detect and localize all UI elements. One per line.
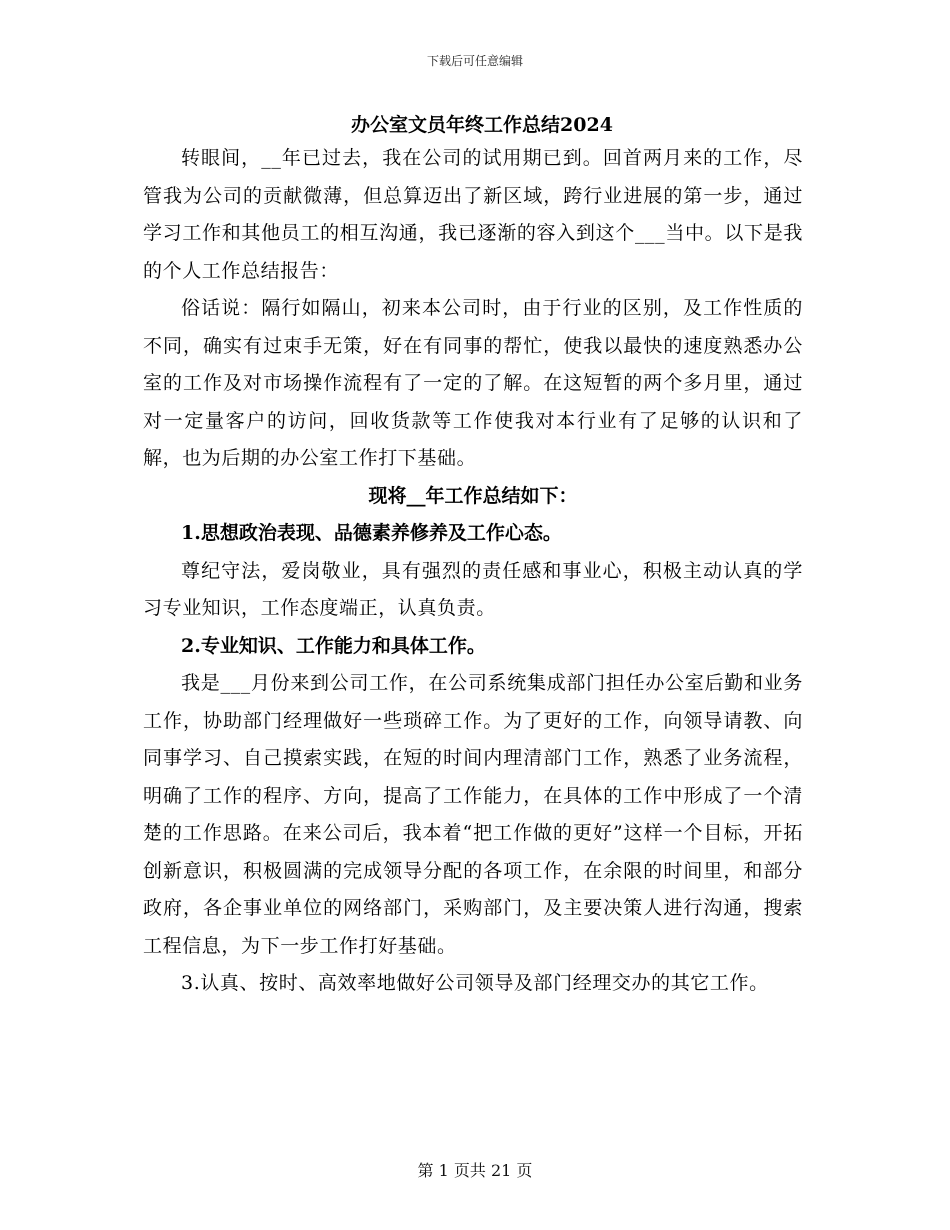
page-header: 下载后可任意编辑 (426, 54, 523, 68)
section-heading-2: 2.专业知识、工作能力和具体工作。 (181, 634, 486, 657)
paragraph-section-3: 3.认真、按时、高效率地做好公司领导及部门经理交办的其它工作。 (181, 972, 769, 994)
paragraph-section-2: 我是___月份来到公司工作，在公司系统集成部门担任办公室后勤和业务工作，协助部门经理做好一些琐碎工作。为了更好的工作，向领导请教、向同事学习、自己摸索实践，在短的时间内理清部门工作，熟悉了业务流程，明确了工作的程序、方向，提高了工作能力，在具体的工作中形成了一个清楚的工作思路。在来公司后，我本着“把工作做的更好”这样一个目标，开拓创新意识，积极圆满的完成领导分配的各项工作，在余限的时间里，和部分政府，各企事业单位的网络部门，采购部门，及主要决策人进行沟通，搜索工程信息，为下一步工作打好基础。 (143, 672, 803, 957)
paragraph-proverb: 俗话说：隔行如隔山，初来本公司时，由于行业的区别，及工作性质的不同，确实有过束手无策，好在有同事的帮忙，使我以最快的速度熟悉办公室的工作及对市场操作流程有了一定的了解。在这短暂的两个多月里，通过对一定量客户的访问，回收货款等工作使我对本行业有了足够的认识和了解，也为后期的办公室工作打下基础。 (143, 297, 803, 469)
document-title: 办公室文员年终工作总结2024 (351, 114, 613, 136)
paragraph-section-1: 尊纪守法，爱岗敬业，具有强烈的责任感和事业心，积极主动认真的学习专业知识，工作态度端正，认真负责。 (143, 559, 803, 619)
section-heading-1: 1.思想政治表现、品德素养修养及工作心态。 (181, 522, 562, 544)
summary-heading: 现将__年工作总结如下： (368, 484, 578, 507)
page-footer: 第 1 页共 21 页 (417, 1161, 533, 1180)
paragraph-intro: 转眼间，__年已过去，我在公司的试用期已到。回首两月来的工作，尽管我为公司的贡献微薄，但总算迈出了新区域，跨行业进展的第一步，通过学习工作和其他员工的相互沟通，我已逐渐的容入到这个___当中。以下是我的个人工作总结报告： (143, 147, 803, 282)
document-body (143, 110, 803, 1003)
